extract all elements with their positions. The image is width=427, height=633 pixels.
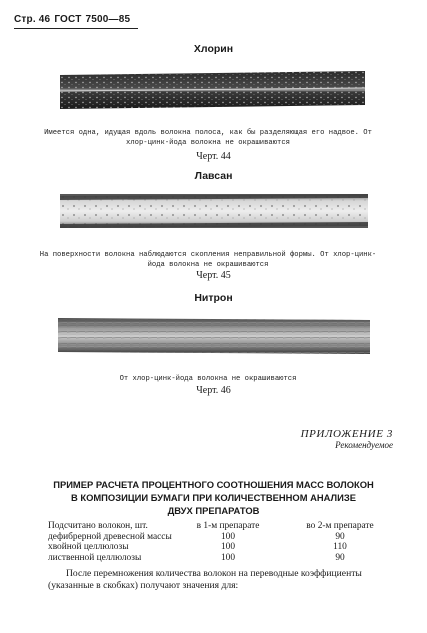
figure-label-44: Черт. 44 xyxy=(196,151,231,162)
caption-nitron: От хлор-цинк-йода волокна не окрашиваются xyxy=(119,375,297,383)
table-cell: дефибрерной древесной массы xyxy=(48,531,172,542)
heading-line-2: В КОМПОЗИЦИИ БУМАГИ ПРИ КОЛИЧЕСТВЕННОМ АНАЛИЗЕ xyxy=(70,492,357,503)
appendix-block xyxy=(301,428,393,450)
section-title-lavsan: Лавсан xyxy=(194,170,233,182)
heading-line-3: ДВУХ ПРЕПАРАТОВ xyxy=(167,505,260,516)
table-cell: хвойной целлюлозы xyxy=(48,542,129,552)
section-title-nitron: Нитрон xyxy=(194,292,233,304)
figure-label-46: Черт. 46 xyxy=(196,385,231,396)
caption-chlorin: Имеется одна, идущая вдоль волокна полоса, как бы разделяющая его надвое. От хлор-цинк-йода волокна не окрашиваются xyxy=(44,129,372,147)
appendix-subtitle: Рекомендуемое xyxy=(335,440,393,450)
header-rule xyxy=(14,28,138,29)
table-header-cell: в 1-м препарате xyxy=(196,521,260,531)
appendix-title: ПРИЛОЖЕНИЕ 3 xyxy=(300,428,393,440)
standard-number: 7500—85 xyxy=(85,14,131,25)
page-number: Стр. 46 xyxy=(14,14,51,25)
table-cell: 90 xyxy=(335,552,345,563)
body-paragraph: После перемножения количества волокон на переводные коэффициенты (указанные в скобках) получают значения для: xyxy=(48,568,362,591)
section-title-chlorin: Хлорин xyxy=(193,43,234,55)
heading-line-1: ПРИМЕР РАСЧЕТА ПРОЦЕНТНОГО СООТНОШЕНИЯ МАСС ВОЛОКОН xyxy=(53,479,374,490)
table-cell: 100 xyxy=(220,542,236,552)
table-row xyxy=(48,542,398,553)
fiber-image-lavsan xyxy=(60,194,368,228)
figure-label-45: Черт. 45 xyxy=(196,270,231,281)
fiber-image-chlorin xyxy=(60,71,365,109)
table-header-row xyxy=(48,521,398,532)
example-heading xyxy=(0,478,427,517)
table-cell: 100 xyxy=(220,552,236,563)
table-row xyxy=(48,532,398,543)
table-cell: лиственной целлюлозы xyxy=(48,552,142,563)
fiber-count-table xyxy=(48,521,398,563)
table-header-cell: во 2-м препарате xyxy=(306,521,374,531)
standard-label: ГОСТ xyxy=(54,14,82,25)
table-cell: 90 xyxy=(335,531,345,542)
table-cell: 110 xyxy=(333,542,347,552)
table-header-cell: Подсчитано волокон, шт. xyxy=(48,521,148,531)
table-row xyxy=(48,553,398,564)
caption-lavsan: На поверхности волокна наблюдаются скопления неправильной формы. От хлор-цинк-йода волокна не окрашиваются xyxy=(39,251,377,269)
table-cell: 100 xyxy=(220,531,236,542)
fiber-image-nitron xyxy=(58,318,370,354)
page-header xyxy=(14,14,130,25)
